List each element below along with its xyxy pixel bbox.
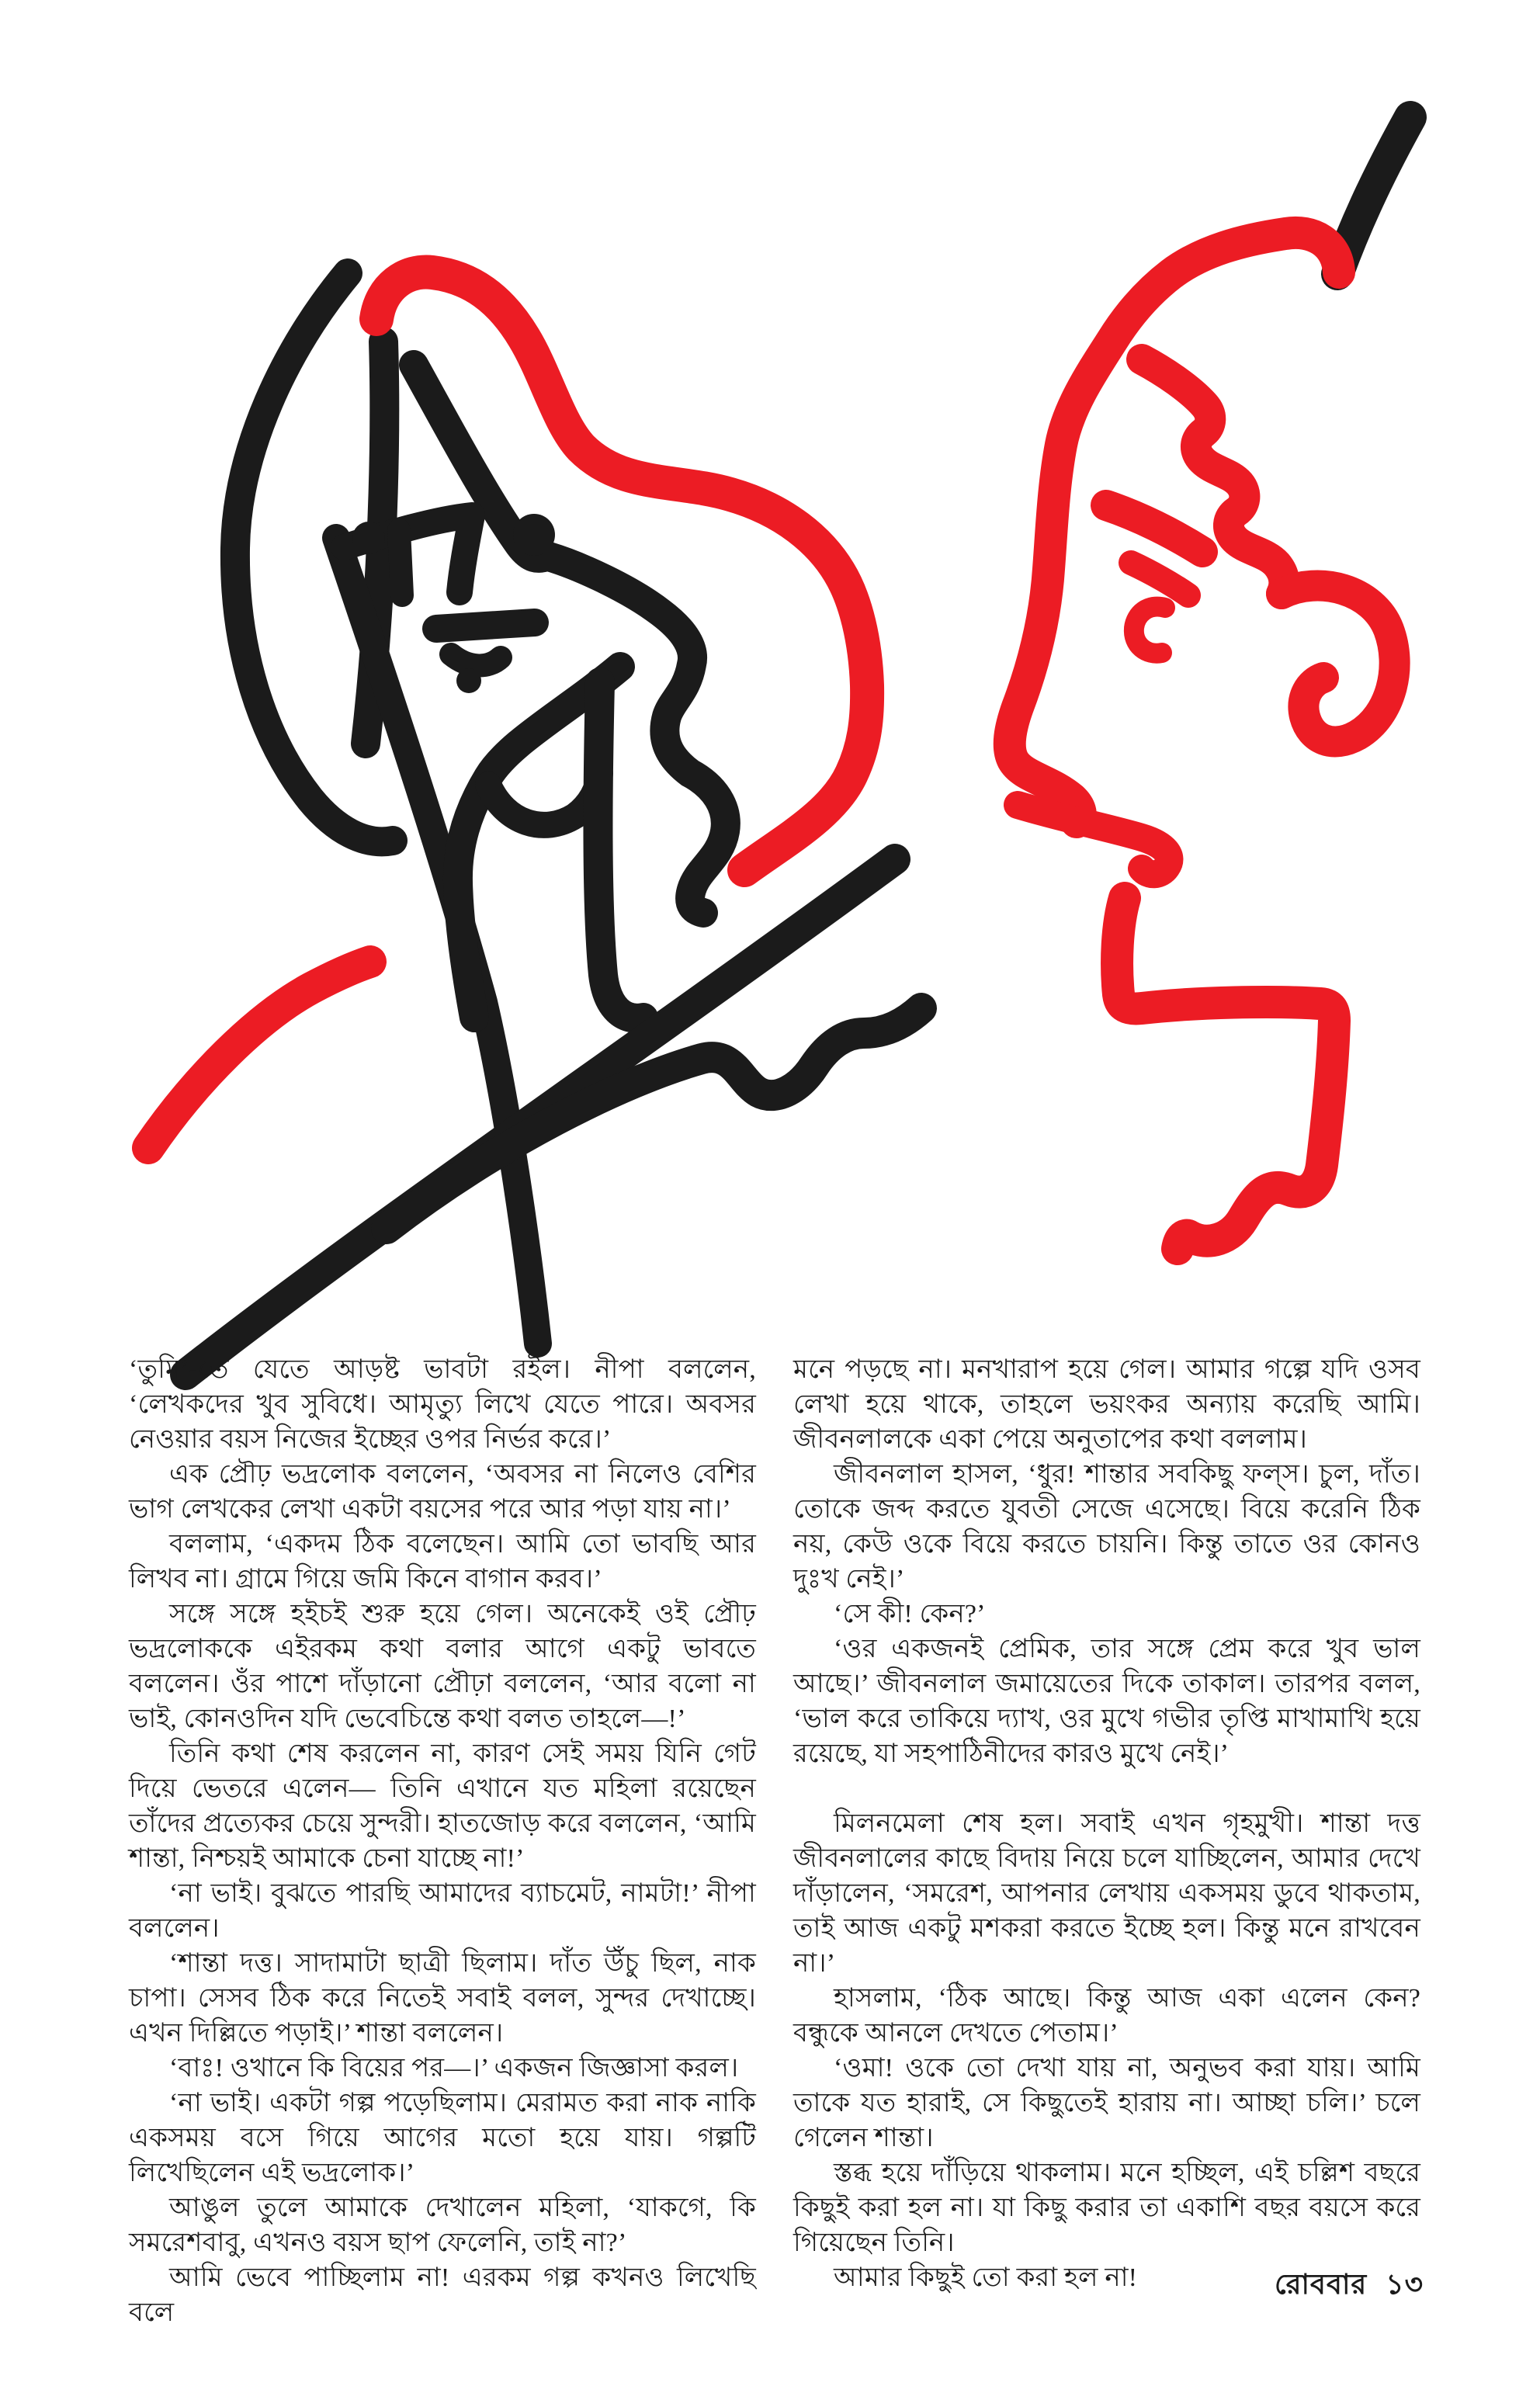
paragraph: তিনি কথা শেষ করলেন না, কারণ সেই সময় যিনি গেট দিয়ে ভেতরে এলেন— তিনি এখানে যত মহিলা রয়েছেন তাঁদের প্রত্যেকর চেয়ে সুন্দরী। হাতজোড় করে বললেন, ‘আমি শান্তা, নিশ্চয়ই আমাকে চেনা যাচ্ছে না!’ [129, 1739, 756, 1873]
paragraph: ‘বাঃ! ওখানে কি বিয়ের পর—।’ একজন জিজ্ঞাসা করল। [169, 2054, 739, 2083]
red-profile-outline [1010, 233, 1339, 822]
paragraph: ‘না ভাই। বুঝতে পারছি আমাদের ব্যাচমেট, নামটা!’ নীপা বললেন। [129, 1879, 756, 1943]
paragraph: স্তব্ধ হয়ে দাঁড়িয়ে থাকলাম। মনে হচ্ছিল, এই চল্লিশ বছরে কিছুই করা হল না। যা কিছু করার তা একাশি বছর বয়সে করে গিয়েছেন তিনি। [793, 2159, 1420, 2257]
paragraph: ‘সে কী! কেন?’ [834, 1600, 986, 1628]
magazine-name: রোববার [1275, 2269, 1368, 2300]
woman-cheek-chin-neck [458, 667, 620, 1018]
red-face-group [148, 233, 1395, 1249]
woman-neck-back [598, 682, 643, 1018]
paragraph: আঙুল তুলে আমাকে দেখালেন মহিলা, ‘যাকগে, কি সমরেশবাবু, এখনও বয়স ছাপ ফেলেনি, তাই না?’ [129, 2194, 756, 2257]
woman-left-eye-line [399, 530, 402, 595]
woman-left-eye-dot [352, 522, 385, 554]
paragraph: মিলনমেলা শেষ হল। সবাই এখন গৃহমুখী। শান্তা দত্ত জীবনলালের কাছে বিদায় নিয়ে চলে যাচ্ছিলেন, আমার দেখে দাঁড়ালেন, ‘সমরেশ, আপনার লেখায় একসময় ডুবে থাকতাম, তাই আজ একটু মশকরা করতে ইচ্ছে হল। কিন্তু মনে রাখবেন না।’ [793, 1809, 1420, 1978]
paragraph: সঙ্গে সঙ্গে হইচই শুরু হয়ে গেল। অনেকেই ওই প্রৌঢ় ভদ্রলোককে এইরকম কথা বলার আগে একটু ভাবতে বললেন। ওঁর পাশে দাঁড়ানো প্রৌঢ়া বললেন, ‘আর বলো না ভাই, কোনওদিন যদি ভেবেচিন্তে কথা বলত তাহলে—!’ [129, 1600, 756, 1733]
page-footer [793, 2263, 1424, 2310]
woman-brow-nose-line [344, 515, 472, 592]
red-left-shoulder-stroke [148, 962, 370, 1148]
top-right-black-diagonal [1337, 117, 1410, 274]
article-column-left [129, 1352, 756, 2330]
paragraph: মনে পড়ছে না। মনখারাপ হয়ে গেল। আমার গল্পে যদি ওসব লেখা হয়ে থাকে, তাহলে ভয়ংকর অন্যায় করেছি আমি। জীবনলালকে একা পেয়ে অনুতাপের কথা বললাম। [793, 1355, 1420, 1454]
woman-hair-part-line [366, 342, 384, 744]
page-number: ১৩ [1386, 2269, 1424, 2300]
woman-hair-left-arc [235, 273, 393, 841]
paragraph: আমার কিছুই তো করা হল না! [834, 2263, 1138, 2292]
woman-lower-lip [451, 654, 501, 665]
red-eyebrow [1106, 505, 1202, 552]
woman-chin-dot [456, 668, 481, 693]
paragraph: হাসলাম, ‘ঠিক আছে। কিন্তু আজ একা এলেন কেন? বন্ধুকে আনলে দেখতে পেতাম।’ [793, 1984, 1420, 2048]
red-hair-sweep [376, 272, 867, 870]
paragraph: ‘ওর একজনই প্রেমিক, তার সঙ্গে প্রেম করে খুব ভাল আছে।’ জীবনলাল জমায়েতের দিকে তাকাল। তারপর বলল, ‘ভাল করে তাকিয়ে দ্যাখ, ওর মুখে গভীর তৃপ্তি মাখামাখি হয়ে রয়েছে, যা সহপাঠিনীদের কারও মুখে নেই।’ [793, 1635, 1420, 1768]
paragraph: ‘শান্তা দত্ত। সাদামাটা ছাত্রী ছিলাম। দাঁত উঁচু ছিল, নাক চাপা। সেসব ঠিক করে নিতেই সবাই বলল, সুন্দর দেখাচ্ছে। এখন দিল্লিতে পড়াই।’ শান্তা বললেন। [129, 1949, 756, 2048]
woman-lips [436, 623, 535, 629]
red-hairline-zigzag [1142, 359, 1284, 594]
red-eye-curl [1134, 607, 1165, 654]
shoulder-line [186, 859, 895, 1375]
red-mouth-squiggle [1018, 805, 1169, 874]
woman-jaw-inner-curve [488, 773, 600, 825]
red-ear-curl [1282, 586, 1395, 742]
article-column-right [793, 1352, 1420, 2295]
paragraph: ‘ওমা! ওকে তো দেখা যায় না, অনুভব করা যায়। আমি তাকে যত হারাই, সে কিছুতেই হারায় না। আচ্ছা চলি।’ চলে গেলেন শান্তা। [793, 2054, 1420, 2152]
woman-right-eye-dot [513, 514, 555, 556]
paragraph: জীবনলাল হাসল, ‘ধুর! শান্তার সবকিছু ফল্স। চুল, দাঁত। তোকে জব্দ করতে যুবতী সেজে এসেছে। বিয়ে করেনি ঠিক নয়, কেউ ওকে বিয়ে করতে চায়নি। কিন্তু তাতে ওর কোনও দুঃখ নেই।’ [793, 1460, 1420, 1594]
red-eyelash-stroke [1131, 563, 1188, 595]
shoulder-wave-line [387, 1008, 921, 1229]
paragraph: ‘তুমি’-তে যেতে আড়ষ্ট ভাবটা রইল। নীপা বললেন, ‘লেখকদের খুব সুবিধে। আমৃত্যু লিখে যেতে পারে। অবসর নেওয়ার বয়স নিজের ইচ্ছের ওপর নির্ভর করে।’ [129, 1355, 756, 1454]
paragraph: এক প্রৌঢ় ভদ্রলোক বললেন, ‘অবসর না নিলেও বেশির ভাগ লেখকের লেখা একটা বয়সের পরে আর পড়া যায় না।’ [129, 1460, 756, 1524]
woman-front-hair-strand [336, 538, 538, 1344]
paragraph: ‘না ভাই। একটা গল্প পড়েছিলাম। মেরামত করা নাক নাকি একসময় বসে গিয়ে আগের মতো হয়ে যায়। গল্পটি লিখেছিলেন এই ভদ্রলোক।’ [129, 2089, 756, 2187]
black-face-group [186, 117, 1410, 1375]
paragraph: আমি ভেবে পাচ্ছিলাম না! এরকম গল্প কখনও লিখেছি বলে [129, 2263, 756, 2327]
red-jaw-step [1117, 898, 1334, 1249]
paragraph: বললাম, ‘একদম ঠিক বলেছেন। আমি তো ভাবছি আর লিখব না। গ্রামে গিয়ে জমি কিনে বাগান করব।’ [129, 1530, 756, 1594]
woman-hair-right-wave [414, 365, 726, 913]
